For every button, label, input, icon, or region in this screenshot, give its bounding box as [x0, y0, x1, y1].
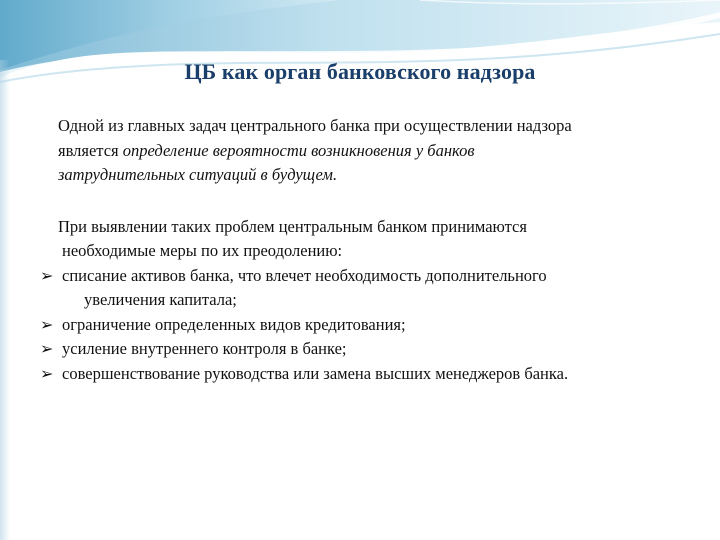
- left-edge-shade: [0, 60, 10, 540]
- arrowhead-bullet-icon: ➢: [40, 339, 54, 358]
- paragraph-1-line-2-plain: является: [58, 140, 123, 160]
- bullet-item-internal-control: [40, 337, 700, 362]
- bullet-1-line-1: списание активов банка, что влечет необходимость дополнительного: [62, 265, 547, 285]
- paragraph-1-line-2: [40, 139, 700, 164]
- arrowhead-bullet-icon: ➢: [40, 314, 54, 334]
- paragraph-task-definition: [40, 114, 700, 188]
- bullet-4-line-1: совершенствование руководства или замена высших менеджеров банка.: [62, 363, 569, 383]
- header-wave-decoration: [0, 0, 720, 100]
- bullet-item-credit-limits: [40, 313, 700, 338]
- slide-body: [40, 114, 700, 386]
- paragraph-1-line-3: [40, 163, 700, 188]
- arrowhead-bullet-icon: ➢: [40, 265, 54, 285]
- paragraph-spacer: [40, 188, 700, 215]
- paragraph-2-line-2: необходимые меры по их преодолению:: [62, 241, 343, 260]
- arrowhead-bullet-icon: ➢: [40, 363, 54, 383]
- bullet-1-line-2: увеличения капитала;: [84, 290, 237, 309]
- paragraph-1-line-1: Одной из главных задач центрального банка при осуществлении надзора: [58, 116, 572, 135]
- paragraph-measures-intro: [40, 215, 700, 264]
- paragraph-1-line-2-italic: определение вероятности возникновения у банков: [122, 140, 475, 160]
- paragraph-1-line-3-italic: затруднительных ситуаций в будущем.: [58, 165, 338, 184]
- bullet-item-asset-writeoff: [40, 264, 700, 313]
- slide-title: ЦБ как орган банковского надзора: [184, 59, 536, 84]
- bullet-3-line-1: усиление внутреннего контроля в банке;: [62, 339, 347, 358]
- bullet-item-management: [40, 362, 700, 387]
- paragraph-2-line-1: При выявлении таких проблем центральным банком принимаются: [58, 216, 527, 236]
- bullet-2-line-1: ограничение определенных видов кредитования;: [62, 314, 406, 334]
